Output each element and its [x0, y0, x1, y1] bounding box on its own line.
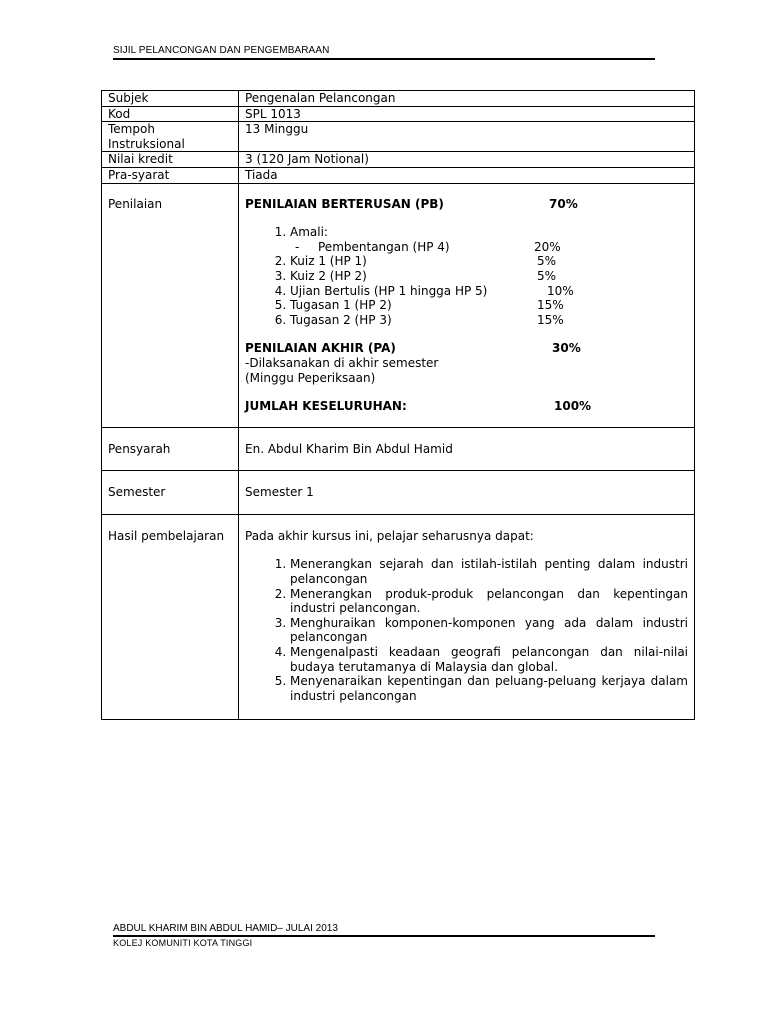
- outcome-item: 2. Menerangkan produk-produk pelancongan dan kepentingan industri pelancongan.: [290, 587, 688, 616]
- row-hasil: [102, 514, 695, 719]
- semester-value: Semester 1: [239, 471, 695, 515]
- pb-item-percent: 10%: [547, 283, 574, 298]
- pensyarah-value: En. Abdul Kharim Bin Abdul Hamid: [239, 427, 695, 471]
- nilai-label: Nilai kredit: [102, 152, 239, 168]
- row-kod: [102, 106, 695, 122]
- row-nilai-kredit: [102, 152, 695, 168]
- hasil-content: [239, 514, 695, 719]
- footer-rule: [113, 935, 655, 937]
- pb-item-label: Kuiz 2 (HP 2): [290, 268, 367, 283]
- pa-percent: 30%: [552, 341, 581, 356]
- pembentangan-label: Pembentangan (HP 4): [318, 239, 450, 254]
- pa-note-1: -Dilaksanakan di akhir semester: [245, 355, 439, 370]
- pb-heading-line: [245, 197, 688, 212]
- jumlah-percent: 100%: [554, 399, 592, 414]
- tempoh-value: 13 Minggu: [239, 122, 695, 152]
- footer-college: KOLEJ KOMUNITI KOTA TINGGI: [113, 938, 253, 948]
- hasil-intro: Pada akhir kursus ini, pelajar seharusnya dapat:: [245, 528, 534, 543]
- pb-item-label: Ujian Bertulis (HP 1 hingga HP 5): [290, 283, 488, 298]
- pb-item-percent: 5%: [537, 254, 557, 269]
- jumlah-line: [245, 399, 688, 414]
- semester-label: Semester: [102, 471, 239, 515]
- pb-item-list: [245, 225, 688, 327]
- pb-item: [290, 313, 688, 328]
- outcome-item: 4. Mengenalpasti keadaan geografi pelancongan dan nilai-nilai budaya terutamanya di Malaysia dan global.: [290, 645, 688, 674]
- prasyarat-label: Pra-syarat: [102, 167, 239, 183]
- spacer: [245, 543, 688, 557]
- tempoh-label-line1: Tempoh: [108, 122, 155, 137]
- penilaian-label: Penilaian: [102, 183, 239, 427]
- pb-item-label: Tugasan 2 (HP 3): [290, 312, 392, 327]
- pb-item: [290, 284, 688, 299]
- kod-value: SPL 1013: [239, 106, 695, 122]
- spacer: [245, 385, 688, 399]
- row-penilaian: [102, 183, 695, 427]
- row-pensyarah: [102, 427, 695, 471]
- spacer: [245, 211, 688, 225]
- row-subjek: [102, 91, 695, 107]
- footer-author: ABDUL KHARIM BIN ABDUL HAMID– JULAI 2013: [113, 923, 338, 934]
- amali-label: Amali:: [290, 225, 328, 240]
- subjek-label: Subjek: [102, 91, 239, 107]
- pb-item-percent: 15%: [537, 312, 564, 327]
- row-semester: [102, 471, 695, 515]
- course-info-table: [101, 90, 695, 720]
- header-title: SIJIL PELANCONGAN DAN PENGEMBARAAN: [113, 45, 330, 56]
- pb-item: [290, 269, 688, 284]
- pb-percent: 70%: [549, 196, 578, 211]
- pa-heading-line: [245, 341, 688, 356]
- pa-note-2: (Minggu Peperiksaan): [245, 370, 376, 385]
- row-tempoh: [102, 122, 695, 152]
- prasyarat-value: Tiada: [239, 167, 695, 183]
- pb-item: [290, 298, 688, 313]
- kod-label: Kod: [102, 106, 239, 122]
- outcome-list: [245, 557, 688, 703]
- row-prasyarat: [102, 167, 695, 183]
- pensyarah-label: Pensyarah: [102, 427, 239, 471]
- pb-item-label: Kuiz 1 (HP 1): [290, 254, 367, 269]
- pembentangan-percent: 20%: [534, 239, 561, 254]
- hasil-label: Hasil pembelajaran: [102, 514, 239, 719]
- outcome-item: 1. Menerangkan sejarah dan istilah-istilah penting dalam industri pelancongan: [290, 557, 688, 586]
- subjek-value: Pengenalan Pelancongan: [239, 91, 695, 107]
- tempoh-label-line2: Instruksional: [108, 136, 185, 151]
- outcome-item: 5. Menyenaraikan kepentingan dan peluang-peluang kerjaya dalam industri pelancongan: [290, 674, 688, 703]
- pb-item: [290, 254, 688, 269]
- pa-heading: PENILAIAN AKHIR (PA): [245, 341, 396, 356]
- pb-item-label: Tugasan 1 (HP 2): [290, 298, 392, 313]
- pb-item-percent: 15%: [537, 298, 564, 313]
- header-rule: [113, 58, 655, 60]
- nilai-value: 3 (120 Jam Notional): [239, 152, 695, 168]
- penilaian-content: [239, 183, 695, 427]
- tempoh-label: [102, 122, 239, 152]
- pb-heading: PENILAIAN BERTERUSAN (PB): [245, 196, 444, 211]
- jumlah-label: JUMLAH KESELURUHAN:: [245, 399, 407, 414]
- pembentangan-line: [245, 240, 688, 255]
- pb-item-amali: [290, 225, 688, 254]
- outcome-item: 3. Menghuraikan komponen-komponen yang ada dalam industri pelancongan: [290, 616, 688, 645]
- spacer: [245, 327, 688, 341]
- pb-item-percent: 5%: [537, 268, 557, 283]
- pembentangan-dash: -: [295, 239, 300, 254]
